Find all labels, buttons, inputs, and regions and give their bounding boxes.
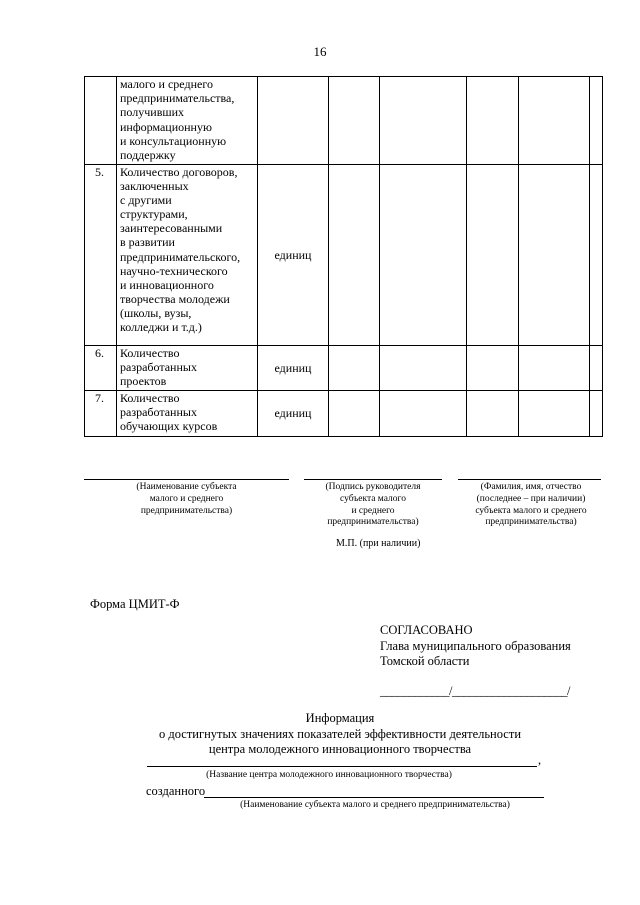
value-cell [590, 165, 603, 346]
value-cell [380, 165, 467, 346]
table-row [85, 77, 603, 165]
subject-caption: (Наименование субъекта малого и среднего предпринимательства) [240, 800, 510, 810]
caption-head-signature: (Подпись руководителя субъекта малого и среднего предпринимательства) [325, 482, 421, 528]
value-cell [519, 77, 590, 165]
center-name-line [147, 766, 537, 767]
approval-block: СОГЛАСОВАНО Глава муниципального образования Томской области [380, 623, 571, 668]
indicators-table [84, 76, 603, 437]
unit-cell: единиц [258, 391, 329, 437]
indicator-name: Количество разработанных проектов [117, 346, 258, 391]
value-cell [467, 77, 519, 165]
indicator-name: Количество разработанных обучающих курсов [117, 391, 258, 437]
caption-subject-name: (Наименование субъекта малого и среднего предпринимательства) [136, 482, 237, 516]
value-cell [329, 77, 380, 165]
value-cell [590, 77, 603, 165]
table-row [85, 165, 603, 346]
row-number: 5. [85, 165, 117, 346]
signature-line-head [304, 479, 442, 480]
unit-cell [258, 77, 329, 165]
unit-cell: единиц [258, 346, 329, 391]
approval-sign-line: ____________/____________________/ [380, 684, 570, 698]
value-cell [590, 391, 603, 437]
indicator-name: Количество договоров, заключенных с другими структурами, заинтересованными в развитии предпринимательского, научно-технического и инновационного творчества молодежи (школы, вузы, колледжи и т.д.) [117, 165, 258, 346]
value-cell [380, 346, 467, 391]
value-cell [519, 165, 590, 346]
signature-line-subject [84, 479, 289, 480]
indicator-name: малого и среднего предпринимательства, получивших информационную и консультационную поддержку [117, 77, 258, 165]
value-cell [519, 391, 590, 437]
line-comma: , [538, 753, 542, 767]
value-cell [380, 391, 467, 437]
row-number: 6. [85, 346, 117, 391]
stamp-note: М.П. (при наличии) [336, 538, 421, 549]
unit-cell: единиц [258, 165, 329, 346]
value-cell [519, 346, 590, 391]
center-name-caption: (Название центра молодежного инновационного творчества) [206, 770, 452, 780]
row-number [85, 77, 117, 165]
page-number: 16 [313, 44, 327, 59]
value-cell [467, 391, 519, 437]
value-cell [467, 346, 519, 391]
row-number: 7. [85, 391, 117, 437]
value-cell [329, 346, 380, 391]
created-label: созданного [146, 784, 206, 798]
value-cell [380, 77, 467, 165]
info-title: Информация о достигнутых значениях показателей эффективности деятельности центра молодежного инновационного творчества [158, 711, 522, 756]
signature-line-fullname [458, 479, 601, 480]
table-row [85, 391, 603, 437]
value-cell [329, 165, 380, 346]
value-cell [329, 391, 380, 437]
caption-fullname: (Фамилия, имя, отчество (последнее – при наличии) субъекта малого и среднего предпринимательства) [475, 482, 587, 528]
value-cell [467, 165, 519, 346]
table-row [85, 346, 603, 391]
subject-name-line [204, 797, 544, 798]
form-label: Форма ЦМИТ-Ф [90, 597, 180, 611]
value-cell [590, 346, 603, 391]
